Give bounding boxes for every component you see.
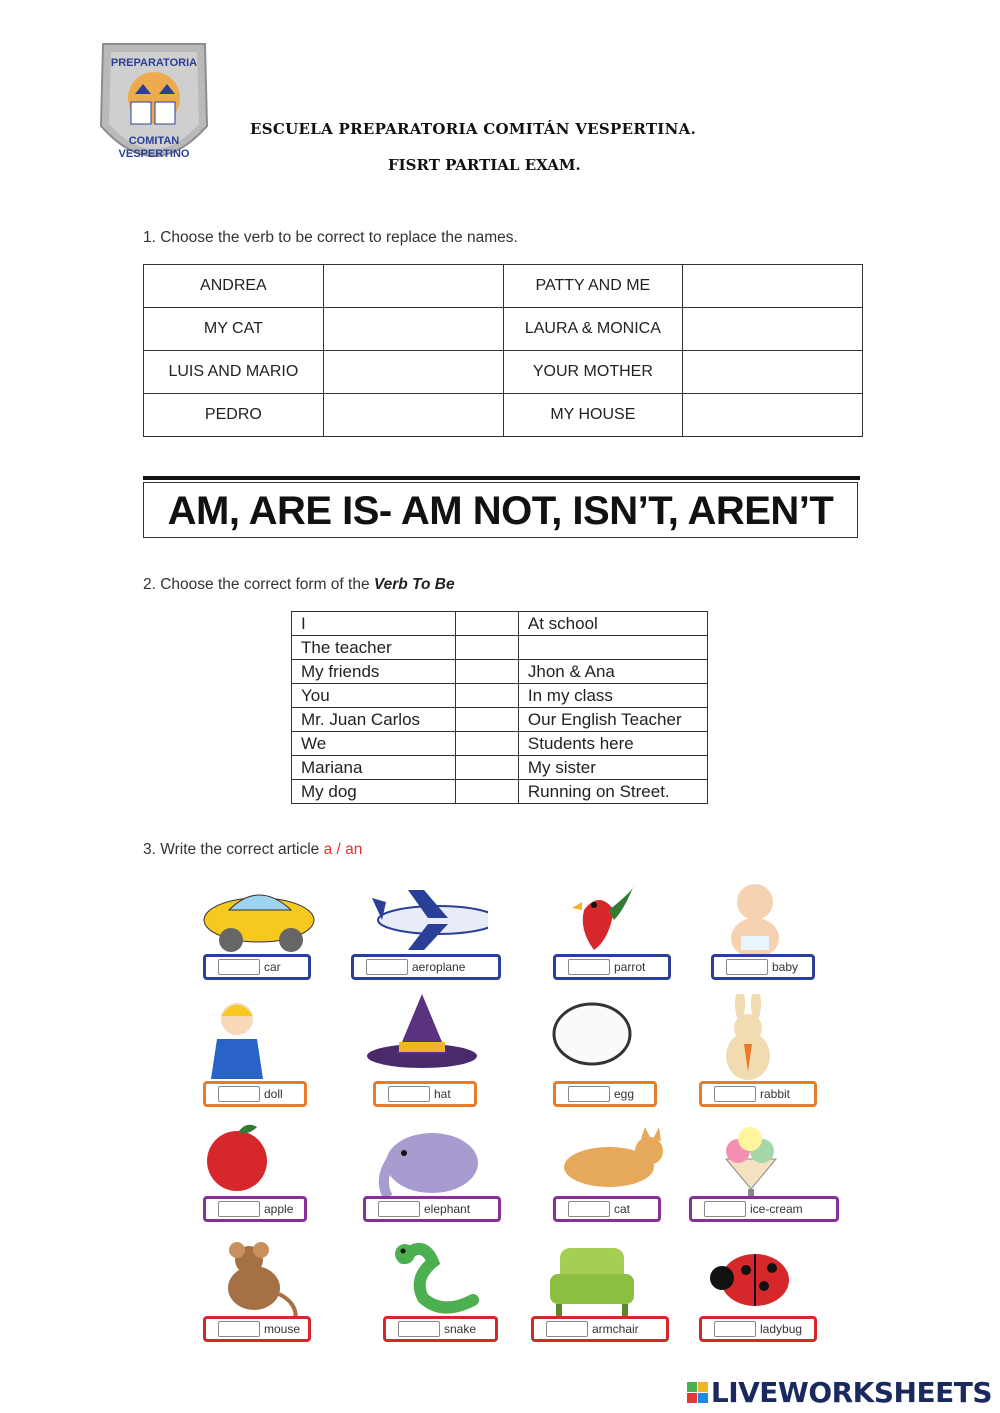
article-item — [203, 954, 311, 980]
article-answer-box[interactable] — [546, 1321, 588, 1337]
article-answer-box[interactable] — [726, 959, 768, 975]
q2-answer[interactable] — [455, 756, 518, 780]
q2-answer[interactable] — [455, 636, 518, 660]
school-name: ESCUELA PREPARATORIA COMITÁN VESPERTINA. — [250, 120, 697, 138]
question-2-emph: Verb To Be — [373, 576, 455, 593]
question-2-table — [291, 611, 708, 804]
q1-answer-left[interactable] — [323, 265, 503, 308]
article-word: parrot — [614, 960, 646, 974]
q1-answer-right[interactable] — [683, 394, 863, 437]
footer-brand: LIVEWORKSHEETS — [710, 1376, 992, 1409]
article-word: egg — [614, 1087, 635, 1101]
question-3-prefix: 3. Write the correct article — [143, 841, 324, 858]
q2-answer[interactable] — [455, 660, 518, 684]
article-item — [203, 1316, 311, 1342]
q1-answer-right[interactable] — [683, 265, 863, 308]
q2-subject: I — [292, 612, 456, 636]
q1-name-left: MY CAT — [144, 308, 324, 351]
article-item — [711, 954, 815, 980]
article-answer-box[interactable] — [388, 1086, 430, 1102]
article-answer-box[interactable] — [366, 959, 408, 975]
question-1-row — [144, 351, 863, 394]
hat-icon — [367, 994, 487, 1082]
article-word: hat — [434, 1087, 451, 1101]
rabbit-icon — [700, 994, 820, 1082]
article-item — [363, 1196, 501, 1222]
q1-name-left: LUIS AND MARIO — [144, 351, 324, 394]
snake-icon — [383, 1238, 503, 1326]
cat-icon — [549, 1119, 669, 1207]
question-1-row — [144, 265, 863, 308]
question-1-row — [144, 308, 863, 351]
question-2-prompt — [143, 576, 455, 594]
article-answer-box[interactable] — [714, 1086, 756, 1102]
article-word: ice-cream — [750, 1202, 803, 1216]
q1-answer-right[interactable] — [683, 351, 863, 394]
article-answer-box[interactable] — [714, 1321, 756, 1337]
q1-name-right: YOUR MOTHER — [503, 351, 683, 394]
q1-answer-left[interactable] — [323, 351, 503, 394]
article-picture-grid — [195, 876, 845, 1356]
q2-answer[interactable] — [455, 684, 518, 708]
article-answer-box[interactable] — [218, 1201, 260, 1217]
question-2-row — [292, 612, 708, 636]
question-2-row — [292, 756, 708, 780]
article-word: armchair — [592, 1322, 639, 1336]
q2-complement: Running on Street. — [518, 780, 707, 804]
q2-complement: My sister — [518, 756, 707, 780]
article-item — [351, 954, 501, 980]
question-3-emph: a / an — [323, 841, 363, 858]
q2-complement: In my class — [518, 684, 707, 708]
q2-complement: Students here — [518, 732, 707, 756]
article-item — [373, 1081, 477, 1107]
article-item — [203, 1081, 307, 1107]
question-2-row — [292, 732, 708, 756]
banner-rule — [143, 476, 860, 480]
ladybug-icon — [700, 1238, 820, 1326]
ice-cream-icon — [706, 1119, 826, 1207]
article-word: apple — [264, 1202, 294, 1216]
q1-answer-left[interactable] — [323, 308, 503, 351]
question-2-row — [292, 780, 708, 804]
article-item — [689, 1196, 839, 1222]
q1-name-left: ANDREA — [144, 265, 324, 308]
article-word: snake — [444, 1322, 477, 1336]
article-item — [699, 1081, 817, 1107]
logo-bottom-text-2: VESPERTINO — [118, 148, 190, 160]
question-1-table — [143, 264, 863, 437]
question-2-row — [292, 660, 708, 684]
article-word: mouse — [264, 1322, 301, 1336]
q2-complement: Our English Teacher — [518, 708, 707, 732]
article-word: rabbit — [760, 1087, 791, 1101]
article-item — [553, 1081, 657, 1107]
q1-name-right: PATTY AND ME — [503, 265, 683, 308]
question-1-row — [144, 394, 863, 437]
article-answer-box[interactable] — [218, 1321, 260, 1337]
article-word: car — [264, 960, 281, 974]
q2-subject: Mariana — [292, 756, 456, 780]
question-3-prompt — [143, 841, 362, 859]
q2-subject: We — [292, 732, 456, 756]
article-answer-box[interactable] — [218, 959, 260, 975]
article-word: ladybug — [760, 1322, 803, 1336]
article-answer-box[interactable] — [398, 1321, 440, 1337]
q2-subject: Mr. Juan Carlos — [292, 708, 456, 732]
q2-complement: At school — [518, 612, 707, 636]
q2-complement: Jhon & Ana — [518, 660, 707, 684]
article-word: cat — [614, 1202, 631, 1216]
armchair-icon — [542, 1238, 662, 1326]
q1-name-left: PEDRO — [144, 394, 324, 437]
article-item — [699, 1316, 817, 1342]
q1-answer-right[interactable] — [683, 308, 863, 351]
q2-answer[interactable] — [455, 708, 518, 732]
egg-icon — [547, 994, 667, 1082]
q2-complement — [518, 636, 707, 660]
elephant-icon — [374, 1119, 494, 1207]
article-word: baby — [772, 960, 799, 974]
question-2-row — [292, 636, 708, 660]
question-2-prefix: 2. Choose the correct form of the — [143, 576, 374, 593]
article-answer-box[interactable] — [704, 1201, 746, 1217]
verb-banner: AM, ARE IS- AM NOT, ISN’T, AREN’T — [143, 482, 858, 538]
article-answer-box[interactable] — [568, 959, 610, 975]
doll-icon — [197, 994, 317, 1082]
article-item — [383, 1316, 498, 1342]
q2-subject: My friends — [292, 660, 456, 684]
apple-icon — [197, 1119, 317, 1207]
q2-answer[interactable] — [455, 780, 518, 804]
q2-subject: My dog — [292, 780, 456, 804]
mouse-icon — [199, 1238, 319, 1326]
question-2-row — [292, 684, 708, 708]
article-word: elephant — [424, 1202, 471, 1216]
logo-top-text: PREPARATORIA — [110, 57, 198, 69]
q2-subject: The teacher — [292, 636, 456, 660]
article-answer-box[interactable] — [378, 1201, 420, 1217]
article-answer-box[interactable] — [218, 1086, 260, 1102]
q2-answer[interactable] — [455, 732, 518, 756]
article-answer-box[interactable] — [568, 1201, 610, 1217]
q1-answer-left[interactable] — [323, 394, 503, 437]
exam-title: FISRT PARTIAL EXAM. — [388, 156, 581, 174]
logo-bottom-text-1: COMITAN — [128, 135, 180, 147]
question-1-prompt: 1. Choose the verb to be correct to replace the names. — [143, 229, 518, 246]
school-logo — [95, 36, 213, 176]
article-item — [553, 1196, 661, 1222]
article-answer-box[interactable] — [568, 1086, 610, 1102]
article-item — [203, 1196, 307, 1222]
q1-name-right: MY HOUSE — [503, 394, 683, 437]
article-item — [553, 954, 671, 980]
article-word: aeroplane — [412, 960, 466, 974]
q2-subject: You — [292, 684, 456, 708]
liveworksheets-logo — [687, 1376, 992, 1409]
question-2-row — [292, 708, 708, 732]
q2-answer[interactable] — [455, 612, 518, 636]
q1-name-right: LAURA & MONICA — [503, 308, 683, 351]
liveworksheets-mark-icon — [687, 1382, 708, 1403]
article-word: doll — [264, 1087, 283, 1101]
article-item — [531, 1316, 669, 1342]
